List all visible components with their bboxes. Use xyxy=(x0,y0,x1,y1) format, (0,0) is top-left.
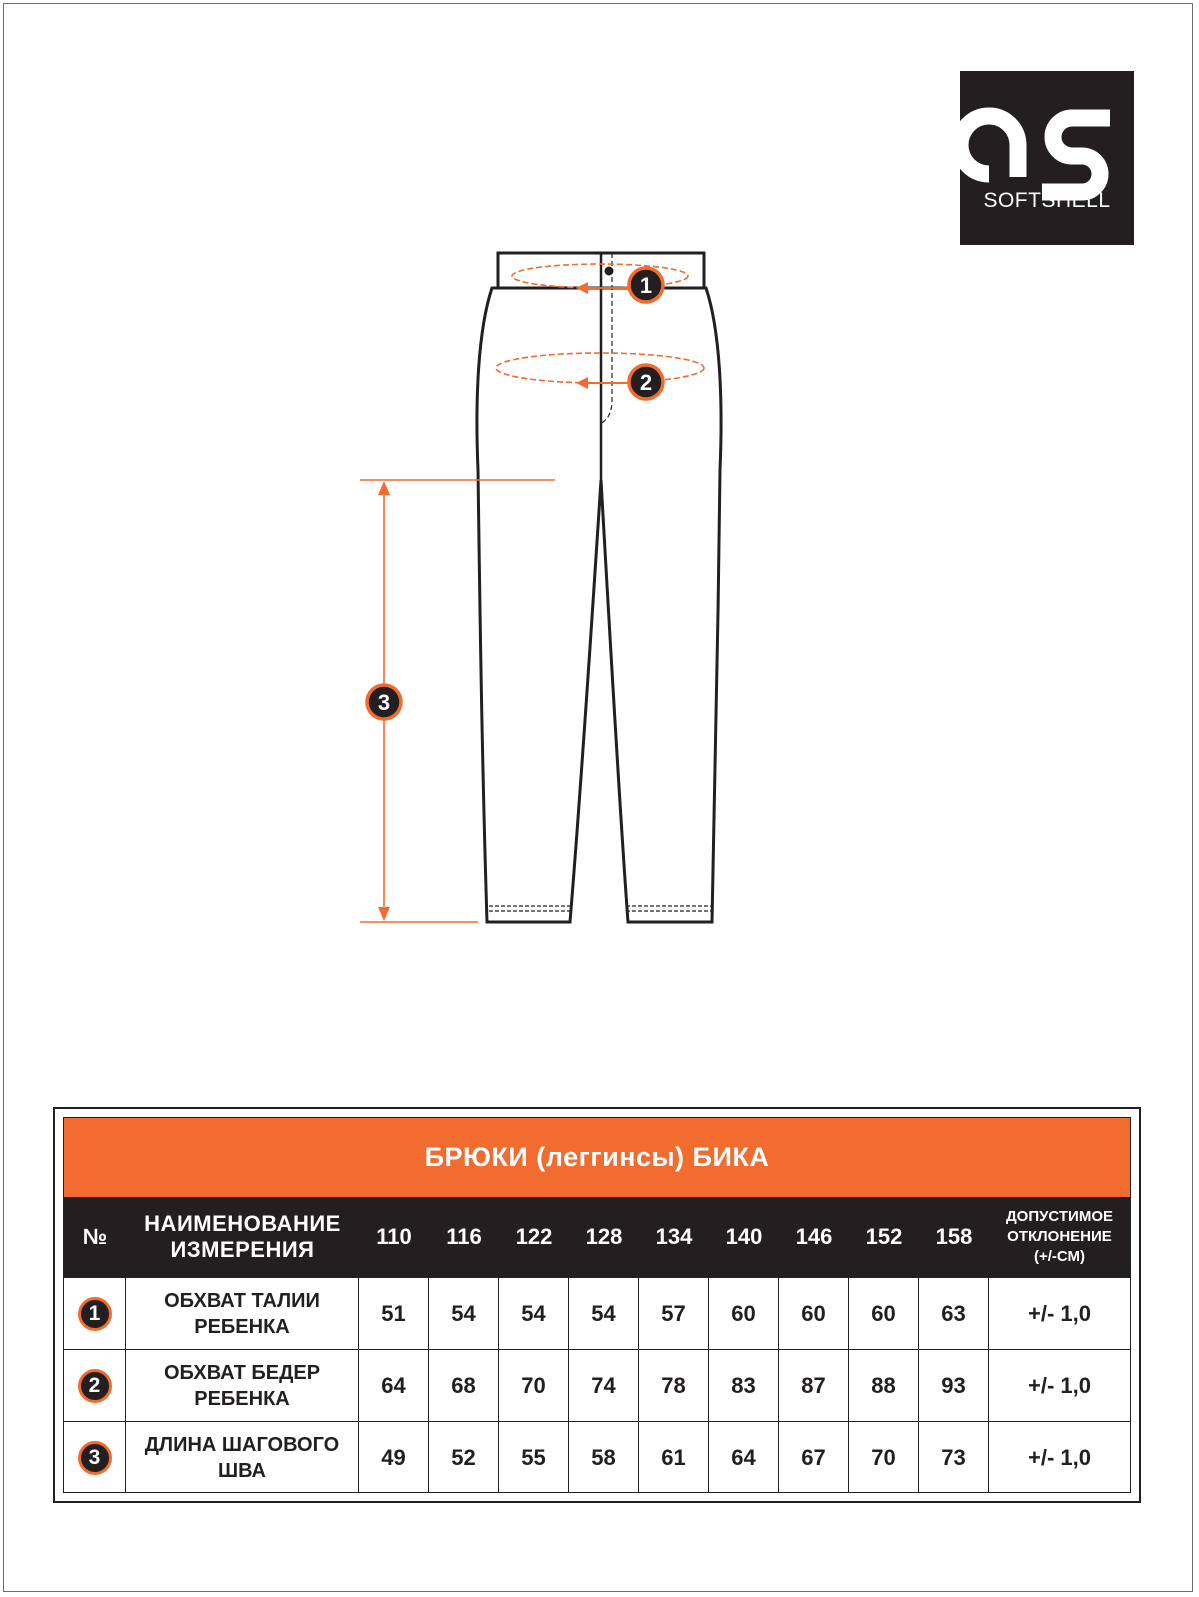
row-num xyxy=(64,1422,126,1493)
value-cell: 60 xyxy=(779,1278,849,1349)
header-size: 146 xyxy=(795,1224,833,1249)
value-cell: 54 xyxy=(499,1278,569,1349)
row-num xyxy=(64,1350,126,1421)
value-cell: 57 xyxy=(639,1278,709,1349)
header-size: 140 xyxy=(725,1224,763,1249)
svg-text:3: 3 xyxy=(377,690,391,715)
value-cell: 73 xyxy=(919,1422,989,1493)
value-cell: 67 xyxy=(779,1422,849,1493)
value-cell: 87 xyxy=(779,1350,849,1421)
header-size: 128 xyxy=(585,1224,623,1249)
row-measure-name: ОБХВАТ ТАЛИИ РЕБЕНКА xyxy=(126,1278,359,1349)
header-size: 134 xyxy=(655,1224,693,1249)
tolerance-cell: +/- 1,0 xyxy=(1028,1372,1091,1398)
logo-subtitle: SOFTSHELL xyxy=(983,189,1111,212)
table-row xyxy=(64,1349,1130,1421)
size-table xyxy=(53,1107,1141,1503)
value-cell: 83 xyxy=(709,1350,779,1421)
value-cell: 54 xyxy=(569,1278,639,1349)
row-measure-name: ДЛИНА ШАГОВОГО ШВА xyxy=(126,1422,359,1493)
value-cell: 54 xyxy=(429,1278,499,1349)
value-cell: 58 xyxy=(569,1422,639,1493)
header-size: 152 xyxy=(865,1224,903,1249)
value-cell: 88 xyxy=(849,1350,919,1421)
table-title: БРЮКИ (леггинсы) БИКА xyxy=(64,1118,1130,1197)
value-cell: 51 xyxy=(359,1278,429,1349)
value-cell: 55 xyxy=(499,1422,569,1493)
row-badge: 1 xyxy=(78,1297,112,1331)
header-tolerance: ДОПУСТИМОЕ ОТКЛОНЕНИЕ (+/-СМ) xyxy=(1005,1208,1114,1265)
value-cell: 68 xyxy=(429,1350,499,1421)
marker-3 xyxy=(367,685,401,719)
value-cell: 93 xyxy=(919,1350,989,1421)
marker-1 xyxy=(629,268,663,302)
row-num xyxy=(64,1278,126,1349)
value-cell: 60 xyxy=(709,1278,779,1349)
row-measure-name: ОБХВАТ БЕДЕР РЕБЕНКА xyxy=(126,1350,359,1421)
value-cell: 64 xyxy=(359,1350,429,1421)
value-cell: 60 xyxy=(849,1278,919,1349)
header-measure-name: НАИМЕНОВАНИЕ ИЗМЕРЕНИЯ xyxy=(144,1211,341,1262)
value-cell: 63 xyxy=(919,1278,989,1349)
value-cell: 70 xyxy=(499,1350,569,1421)
value-cell: 52 xyxy=(429,1422,499,1493)
svg-text:2: 2 xyxy=(639,370,653,395)
value-cell: 70 xyxy=(849,1422,919,1493)
header-size: 116 xyxy=(446,1224,482,1249)
value-cell: 49 xyxy=(359,1422,429,1493)
header-size: 158 xyxy=(935,1224,973,1249)
svg-text:1: 1 xyxy=(639,273,653,298)
marker-2 xyxy=(629,365,663,399)
tolerance-cell: +/- 1,0 xyxy=(1028,1444,1091,1470)
header-size: 110 xyxy=(376,1224,412,1249)
value-cell: 61 xyxy=(639,1422,709,1493)
value-cell: 78 xyxy=(639,1350,709,1421)
table-row xyxy=(64,1421,1130,1493)
table-header xyxy=(64,1197,1130,1277)
table-row xyxy=(64,1277,1130,1349)
header-size: 122 xyxy=(515,1224,553,1249)
value-cell: 64 xyxy=(709,1422,779,1493)
row-badge: 2 xyxy=(78,1369,112,1403)
row-badge: 3 xyxy=(78,1441,112,1475)
tolerance-cell: +/- 1,0 xyxy=(1028,1300,1091,1326)
header-num: № xyxy=(82,1224,108,1249)
value-cell: 74 xyxy=(569,1350,639,1421)
